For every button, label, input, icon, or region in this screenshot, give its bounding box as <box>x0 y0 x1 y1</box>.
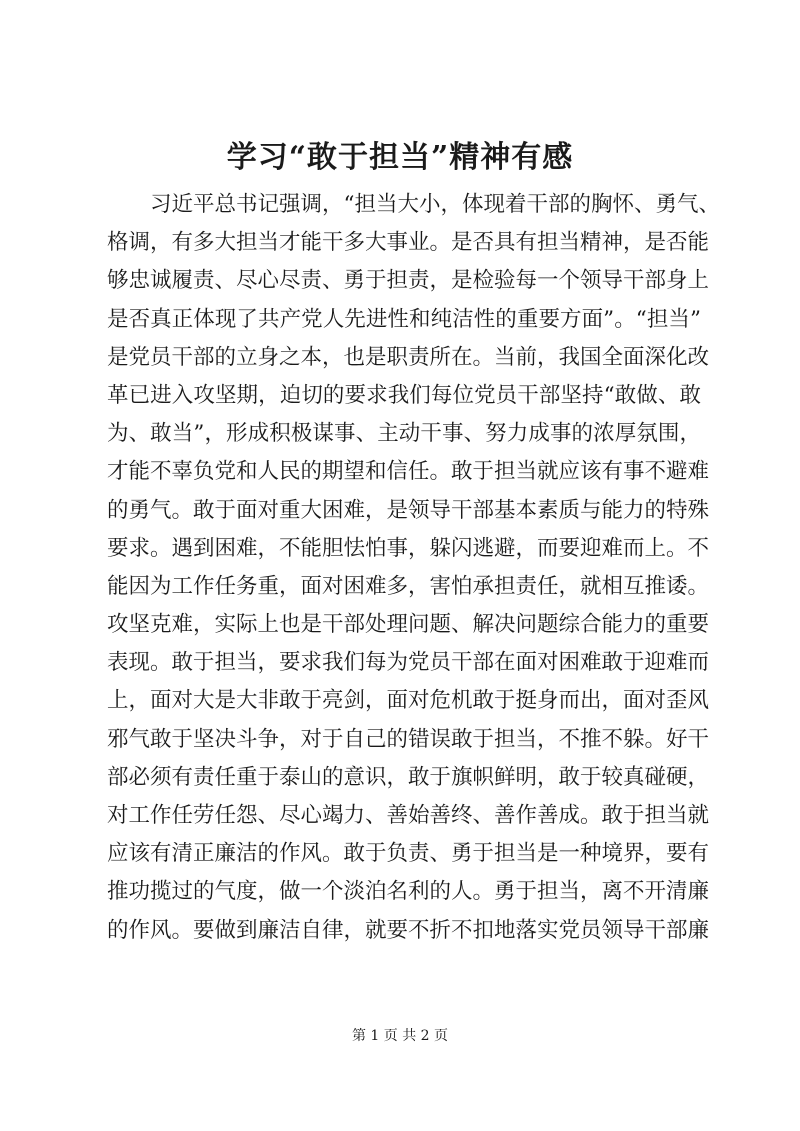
body-line: 为、敢当”，形成积极谋事、主动干事、努力成事的浓厚氛围， <box>107 421 701 447</box>
body-line: 是党员干部的立身之本，也是职责所在。当前，我国全面深化改 <box>107 344 710 370</box>
body-line: 的勇气。敢于面对重大困难，是领导干部基本素质与能力的特殊 <box>107 497 710 523</box>
body-line: 邪气敢于坚决斗争，对于自己的错误敢于担当，不推不躲。好干 <box>107 726 710 752</box>
body-line: 是否真正体现了共产党人先进性和纯洁性的重要方面”。“担当” <box>107 306 701 332</box>
body-line: 表现。敢于担当，要求我们每为党员干部在面对困难敢于迎难而 <box>107 650 710 676</box>
body-line: 应该有清正廉洁的作风。敢于负责、勇于担当是一种境界，要有 <box>107 841 710 867</box>
body-line: 的作风。要做到廉洁自律，就要不折不扣地落实党员领导干部廉 <box>107 917 710 943</box>
document-body <box>107 186 720 950</box>
body-line: 格调，有多大担当才能干多大事业。是否具有担当精神，是否能 <box>107 230 710 256</box>
body-line: 对工作任劳任怨、尽心竭力、善始善终、善作善成。敢于担当就 <box>107 803 710 828</box>
body-line: 部必须有责任重于泰山的意识，敢于旗帜鲜明，敢于较真碰硬， <box>107 764 710 790</box>
body-line: 攻坚克难，实际上也是干部处理问题、解决问题综合能力的重要 <box>107 612 710 638</box>
body-line: 习近平总书记强调，“担当大小，体现着干部的胸怀、勇气、 <box>150 192 720 217</box>
body-line: 才能不辜负党和人民的期望和信任。敢于担当就应该有事不避难 <box>107 459 710 485</box>
document-title: 学习“敢于担当”精神有感 <box>226 140 574 175</box>
body-line: 上，面对大是大非敢于亮剑，面对危机敢于挺身而出，面对歪风 <box>107 688 710 714</box>
page-number-footer: 第 1 页 共 2 页 <box>351 1028 449 1044</box>
body-line: 要求。遇到困难，不能胆怯怕事，躲闪逃避，而要迎难而上。不 <box>107 535 710 561</box>
body-line: 革已进入攻坚期，迫切的要求我们每位党员干部坚持“敢做、敢 <box>107 382 701 408</box>
body-line: 能因为工作任务重，面对困难多，害怕承担责任，就相互推诿。 <box>107 573 710 599</box>
body-line: 够忠诚履责、尽心尽责、勇于担责，是检验每一个领导干部身上 <box>107 268 710 294</box>
body-line: 推功揽过的气度，做一个淡泊名利的人。勇于担当，离不开清廉 <box>107 879 710 905</box>
